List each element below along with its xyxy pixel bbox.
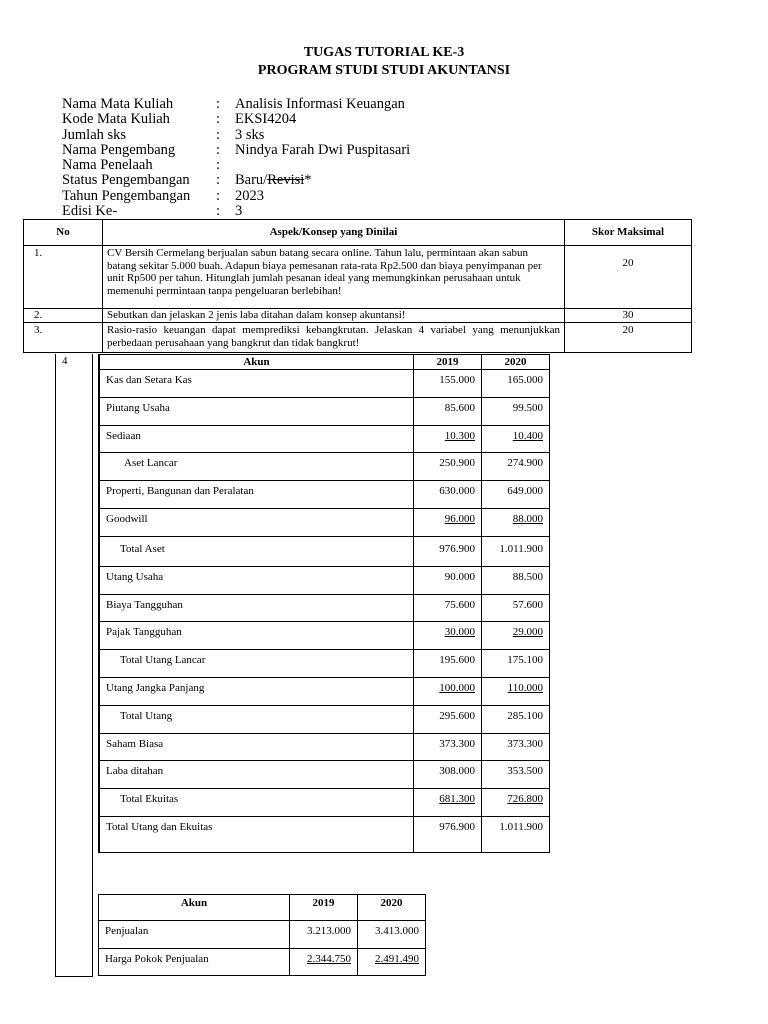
table-row: Piutang Usaha 85.600 99.500 — [99, 397, 550, 425]
question-text: Rasio-rasio keuangan dapat memprediksi kebangkrutan. Jelaskan 4 variabel yang menunjukkan perbedaan perusahaan yang bangkrut dan tidak bangkrut! — [103, 323, 565, 353]
document-subtitle: PROGRAM STUDI STUDI AKUNTANSI — [257, 63, 511, 78]
question-row: 2. Sebutkan dan jelaskan 2 jenis laba ditahan dalam konsep akuntansi! 30 — [24, 309, 692, 323]
header-2019: 2019 — [290, 895, 358, 921]
table-row: Total Utang dan Ekuitas 976.900 1.011.900 — [99, 816, 550, 852]
balance-sheet-table — [98, 354, 550, 853]
document-title: TUGAS TUTORIAL KE-3 — [303, 45, 465, 60]
table-row: Kas dan Setara Kas 155.000 165.000 — [99, 370, 550, 398]
income-header-row — [99, 895, 426, 921]
table-row: Total Utang Lancar 195.600 175.100 — [99, 650, 550, 678]
table-row: Biaya Tangguhan 75.600 57.600 — [99, 594, 550, 622]
assessment-header-row — [24, 220, 692, 246]
header-akun: Akun — [99, 895, 290, 921]
table-row: Aset Lancar 250.900 274.900 — [99, 453, 550, 481]
header-akun: Akun — [99, 355, 414, 370]
table-row: Penjualan 3.213.000 3.413.000 — [99, 921, 426, 949]
assessment-table — [23, 219, 692, 353]
question-score: 30 — [565, 309, 692, 323]
question-score: 20 — [565, 323, 692, 353]
question-text: Sebutkan dan jelaskan 2 jenis laba ditahan dalam konsep akuntansi! — [103, 309, 565, 323]
balance-sheet-header-row — [99, 355, 550, 370]
header-2020: 2020 — [358, 895, 426, 921]
table-row: Total Aset 976.900 1.011.900 — [99, 536, 550, 566]
table-row: Total Ekuitas 681.300 726.800 — [99, 789, 550, 817]
question-row: 1. CV Bersih Cermelang berjualan sabun batang secara online. Tahun lalu, permintaan akan sabun batang sekitar 5.000 buah. Adapun biaya pemesanan rata-rata Rp2.500 dan biaya penyimpanan per unit Rp500 per tahun. Hitunglah jumlah pesanan ideal yang memungkinkan perusahaan untuk memenuhi permintaan tanpa pengeluaran berlebihan! 20 — [24, 246, 692, 309]
table-row: Harga Pokok Penjualan 2.344.750 2.491.490 — [99, 949, 426, 976]
table-row: Utang Jangka Panjang 100.000 110.000 — [99, 677, 550, 705]
question-row: 3. Rasio-rasio keuangan dapat memprediksi kebangkrutan. Jelaskan 4 variabel yang menunjukkan perbedaan perusahaan yang bangkrut dan tidak bangkrut! 20 — [24, 323, 692, 353]
question-score: 20 — [565, 246, 692, 309]
header-aspek: Aspek/Konsep yang Dinilai — [103, 220, 565, 246]
question-4-number: 4 — [62, 355, 68, 367]
table-row: Properti, Bangunan dan Peralatan 630.000 649.000 — [99, 481, 550, 509]
table-row: Sediaan 10.300 10.400 — [99, 425, 550, 453]
table-row: Utang Usaha 90.000 88.500 — [99, 566, 550, 594]
table-row: Laba ditahan 308.000 353.500 — [99, 761, 550, 789]
question-text: CV Bersih Cermelang berjualan sabun batang secara online. Tahun lalu, permintaan akan sabun batang sekitar 5.000 buah. Adapun biaya pemesanan rata-rata Rp2.500 dan biaya penyimpanan per unit Rp500 per tahun. Hitunglah jumlah pesanan ideal yang memungkinkan perusahaan untuk memenuhi permintaan tanpa pengeluaran berlebihan! — [103, 246, 565, 309]
struck-revisi: Revisi — [267, 172, 305, 189]
header-skor: Skor Maksimal — [565, 220, 692, 246]
table-row: Goodwill 96.000 88.000 — [99, 508, 550, 536]
header-2020: 2020 — [482, 355, 550, 370]
table-row: Total Utang 295.600 285.100 — [99, 705, 550, 733]
income-statement-table — [98, 894, 426, 976]
header-no: No — [24, 220, 103, 246]
table-row: Pajak Tangguhan 30.000 29.000 — [99, 622, 550, 650]
table-row: Saham Biasa 373.300 373.300 — [99, 733, 550, 761]
question-4-number-cell — [55, 354, 93, 977]
header-2019: 2019 — [414, 355, 482, 370]
